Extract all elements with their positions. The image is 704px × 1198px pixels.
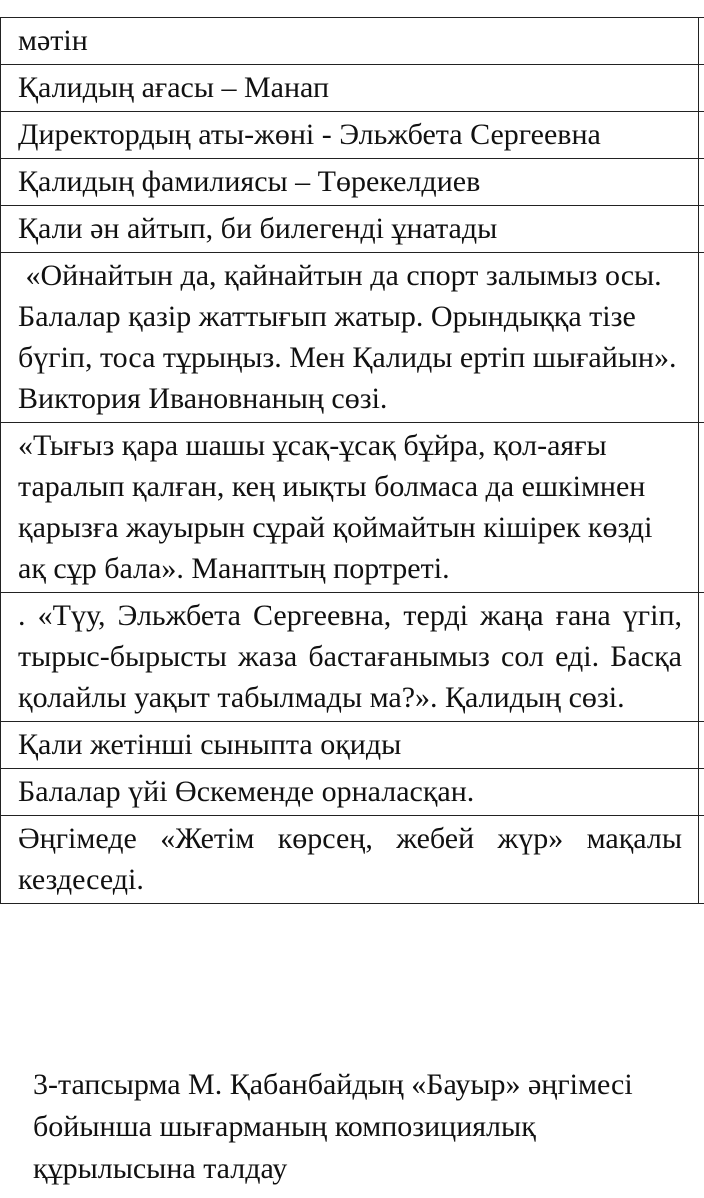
- table-cell-empty: [699, 769, 704, 816]
- task-heading: 3-тапсырма М. Қабанбайдың «Бауыр» әңгімесі бойынша шығарманың композициялық құрылысына талдау: [33, 1068, 633, 1185]
- table-cell-text: Қалидың фамилиясы – Төрекелдиев: [1, 159, 699, 206]
- table-cell-text: мәтін: [1, 18, 699, 65]
- table-row: [1, 65, 704, 112]
- table-cell-text: Қали ән айтып, би билегенді ұнатады: [1, 206, 699, 253]
- table-cell-text: Қали жетінші сыныпта оқиды: [1, 722, 699, 769]
- table-row: [1, 112, 704, 159]
- table-cell-text: «Тығыз қара шашы ұсақ-ұсақ бұйра, қол-аяғы таралып қалған, кең иықты болмаса да ешкімнен қарызға жауырын сұрай қоймайтын кішірек көзді ақ сұр бала». Манаптың портреті.: [1, 423, 699, 593]
- table-cell-empty: [699, 18, 704, 65]
- table-cell-text: «Ойнайтын да, қайнайтын да спорт залымыз осы. Балалар қазір жаттығып жатыр. Орындыққа тізе бүгіп, тоса тұрыңыз. Мен Қалиды ертіп шығайын». Виктория Ивановнаның сөзі.: [1, 253, 699, 423]
- answer-table-body: [1, 18, 704, 904]
- table-cell-empty: [699, 112, 704, 159]
- table-cell-empty: [699, 423, 704, 593]
- table-cell-empty: [699, 65, 704, 112]
- table-row: [1, 816, 704, 904]
- table-row: [1, 253, 704, 423]
- table-row: [1, 722, 704, 769]
- table-cell-text: Директордың аты-жөні - Эльжбета Сергеевна: [1, 112, 699, 159]
- table-row: [1, 206, 704, 253]
- answer-table: [0, 17, 704, 904]
- table-row: [1, 593, 704, 722]
- table-cell-text: Қалидың ағасы – Манап: [1, 65, 699, 112]
- table-cell-empty: [699, 593, 704, 722]
- table-cell-text: Әңгімеде «Жетім көрсең, жебей жүр» мақалы кездеседі.: [1, 816, 699, 904]
- table-cell-empty: [699, 206, 704, 253]
- table-cell-empty: [699, 722, 704, 769]
- table-row: [1, 769, 704, 816]
- table-row: [1, 423, 704, 593]
- table-cell-empty: [699, 253, 704, 423]
- table-cell-text: Балалар үйі Өскеменде орналасқан.: [1, 769, 699, 816]
- table-cell-empty: [699, 159, 704, 206]
- table-cell-text: . «Түу, Эльжбета Сергеевна, терді жаңа ғана үгіп, тырыс-бырысты жаза бастағанымыз сол еді. Басқа қолайлы уақыт табылмады ма?». Қалидың сөзі.: [1, 593, 699, 722]
- table-row: [1, 18, 704, 65]
- table-row: [1, 159, 704, 206]
- table-cell-empty: [699, 816, 704, 904]
